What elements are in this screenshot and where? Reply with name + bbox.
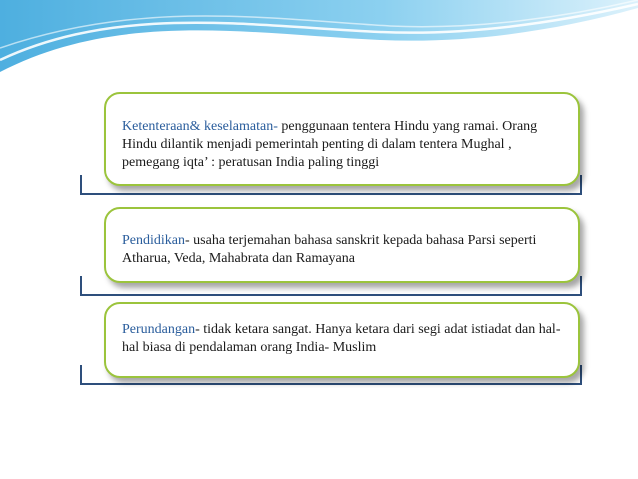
list-item-card-2: [104, 207, 580, 283]
card-text-2: [122, 232, 564, 268]
card-body-2: - usaha terjemahan bahasa sanskrit kepada bahasa Parsi seperti Atharua, Veda, Mahabrata dan Ramayana: [122, 233, 537, 266]
card-keyword-2: Pendidikan: [122, 233, 185, 248]
card-text-1: [122, 118, 564, 172]
list-item-card-3: [104, 302, 580, 378]
card-keyword-1: Ketenteraan& keselamatan-: [122, 119, 278, 134]
card-text-3: [122, 321, 564, 357]
header-swoosh-decoration: [0, 0, 638, 80]
list-item-card-1: [104, 92, 580, 186]
card-body-1: penggunaan tentera Hindu yang ramai. Orang Hindu dilantik menjadi pemerintah penting di dalam tentera Mughal , pemegang iqta’ : peratusan India paling tinggi: [122, 119, 538, 170]
card-body-3: - tidak ketara sangat. Hanya ketara dari segi adat istiadat dan hal-hal biasa di pendalaman orang India- Muslim: [122, 322, 561, 355]
card-keyword-3: Perundangan: [122, 322, 196, 337]
